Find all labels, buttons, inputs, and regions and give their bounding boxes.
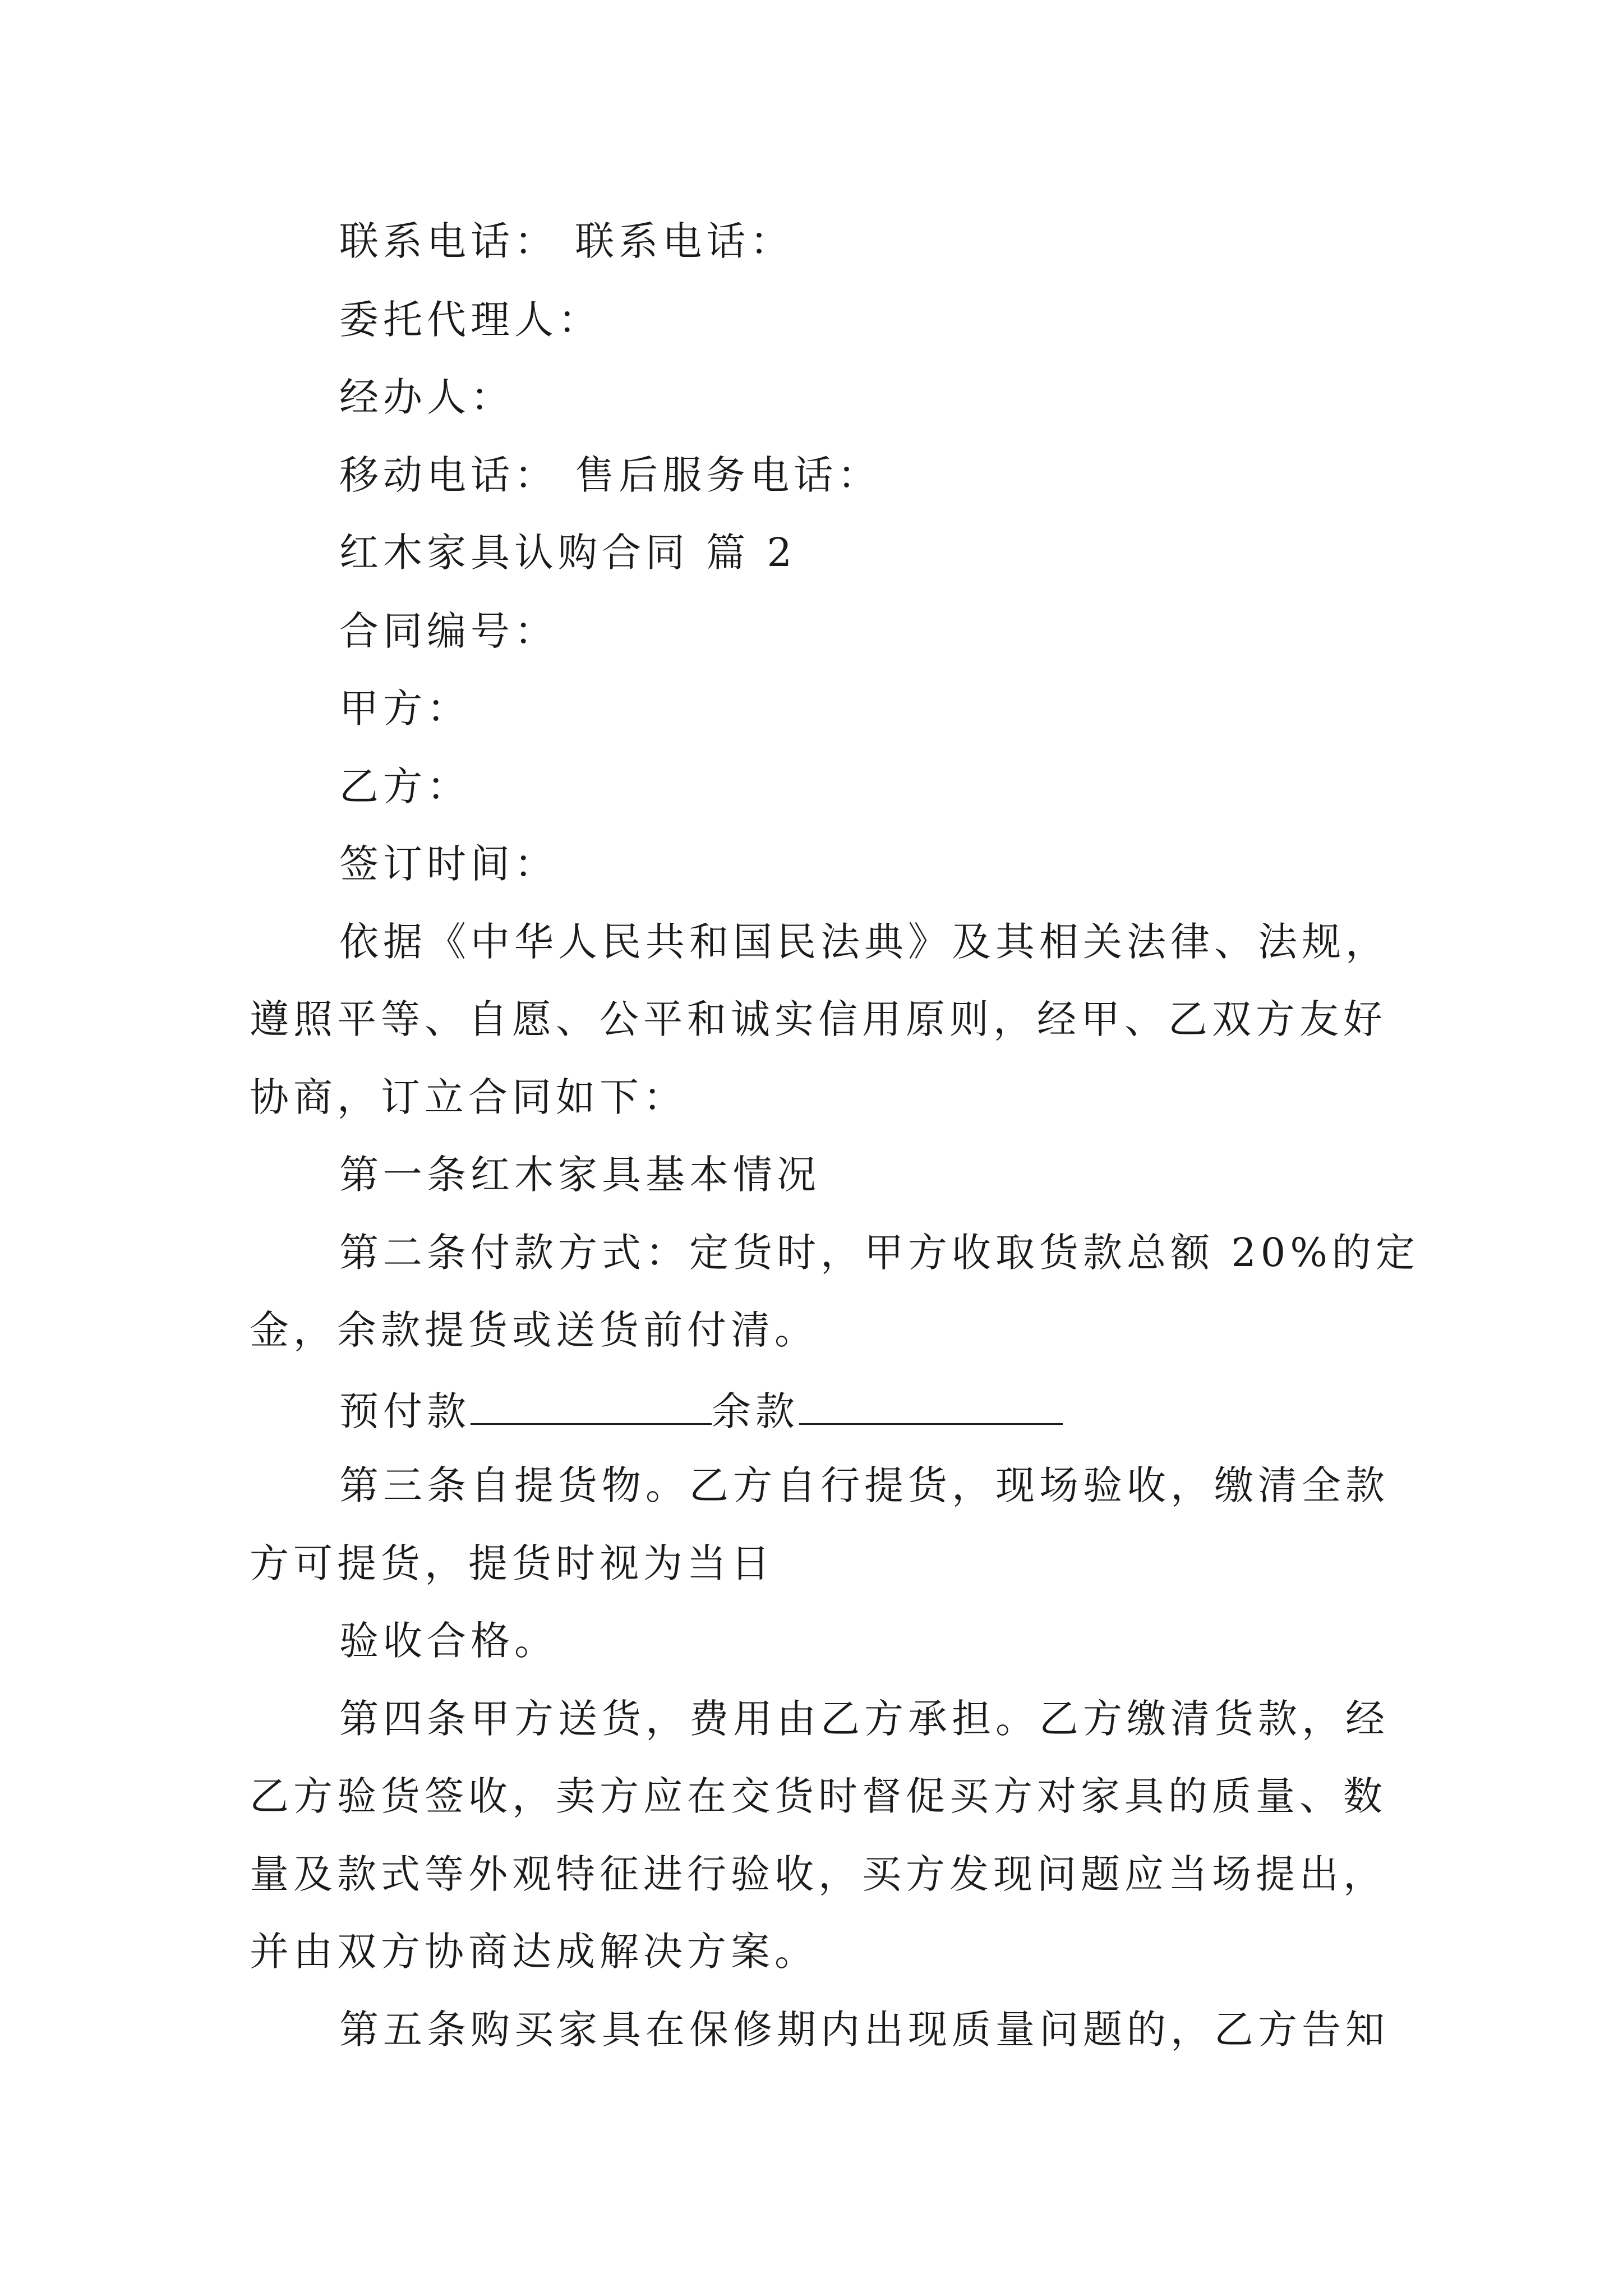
intro-paragraph-line-1: 依据《中华人民共和国民法典》及其相关法律、法规， <box>339 919 1389 965</box>
prepay-blank <box>471 1388 712 1425</box>
handler-line: 经办人： <box>339 374 514 420</box>
intro-paragraph-line-2: 遵照平等、自愿、公平和诚实信用原则，经甲、乙双方友好 <box>250 996 1387 1042</box>
article-3-line-1: 第三条自提货物。乙方自行提货，现场验收，缴清全款 <box>339 1462 1389 1508</box>
article-3-line-2: 方可提货，提货时视为当日 <box>250 1540 774 1586</box>
signing-date-line: 签订时间： <box>339 841 558 887</box>
article-5-line-1: 第五条购买家具在保修期内出现质量问题的，乙方告知 <box>339 2007 1389 2053</box>
contract-number-line: 合同编号： <box>339 608 558 654</box>
article-4-line-4: 并由双方协商达成解决方案。 <box>250 1929 818 1975</box>
section-title: 红木家具认购合同 篇 2 <box>339 530 797 576</box>
contact-phone-line: 联系电话： 联系电话： <box>339 218 794 264</box>
agent-line: 委托代理人： <box>339 297 602 343</box>
party-b-line: 乙方： <box>339 763 471 809</box>
article-3-line-3: 验收合格。 <box>339 1618 558 1664</box>
party-a-line: 甲方： <box>339 685 471 731</box>
mobile-phone-line: 移动电话： 售后服务电话： <box>339 452 882 498</box>
prepay-label: 预付款 <box>339 1388 471 1434</box>
article-4-line-1: 第四条甲方送货，费用由乙方承担。乙方缴清货款，经 <box>339 1696 1389 1742</box>
article-2-line-1: 第二条付款方式：定货时，甲方收取货款总额 20%的定 <box>339 1230 1419 1276</box>
article-4-line-2: 乙方验货签收，卖方应在交货时督促买方对家具的质量、数 <box>250 1773 1387 1819</box>
payment-line <box>339 1388 1063 1434</box>
balance-label: 余款 <box>712 1388 799 1434</box>
article-2-line-2: 金，余款提货或送货前付清。 <box>250 1307 818 1353</box>
balance-blank <box>799 1388 1063 1425</box>
intro-paragraph-line-3: 协商，订立合同如下： <box>250 1074 687 1120</box>
article-4-line-3: 量及款式等外观特征进行验收，买方发现问题应当场提出， <box>250 1851 1387 1897</box>
article-1: 第一条红木家具基本情况 <box>339 1152 820 1198</box>
